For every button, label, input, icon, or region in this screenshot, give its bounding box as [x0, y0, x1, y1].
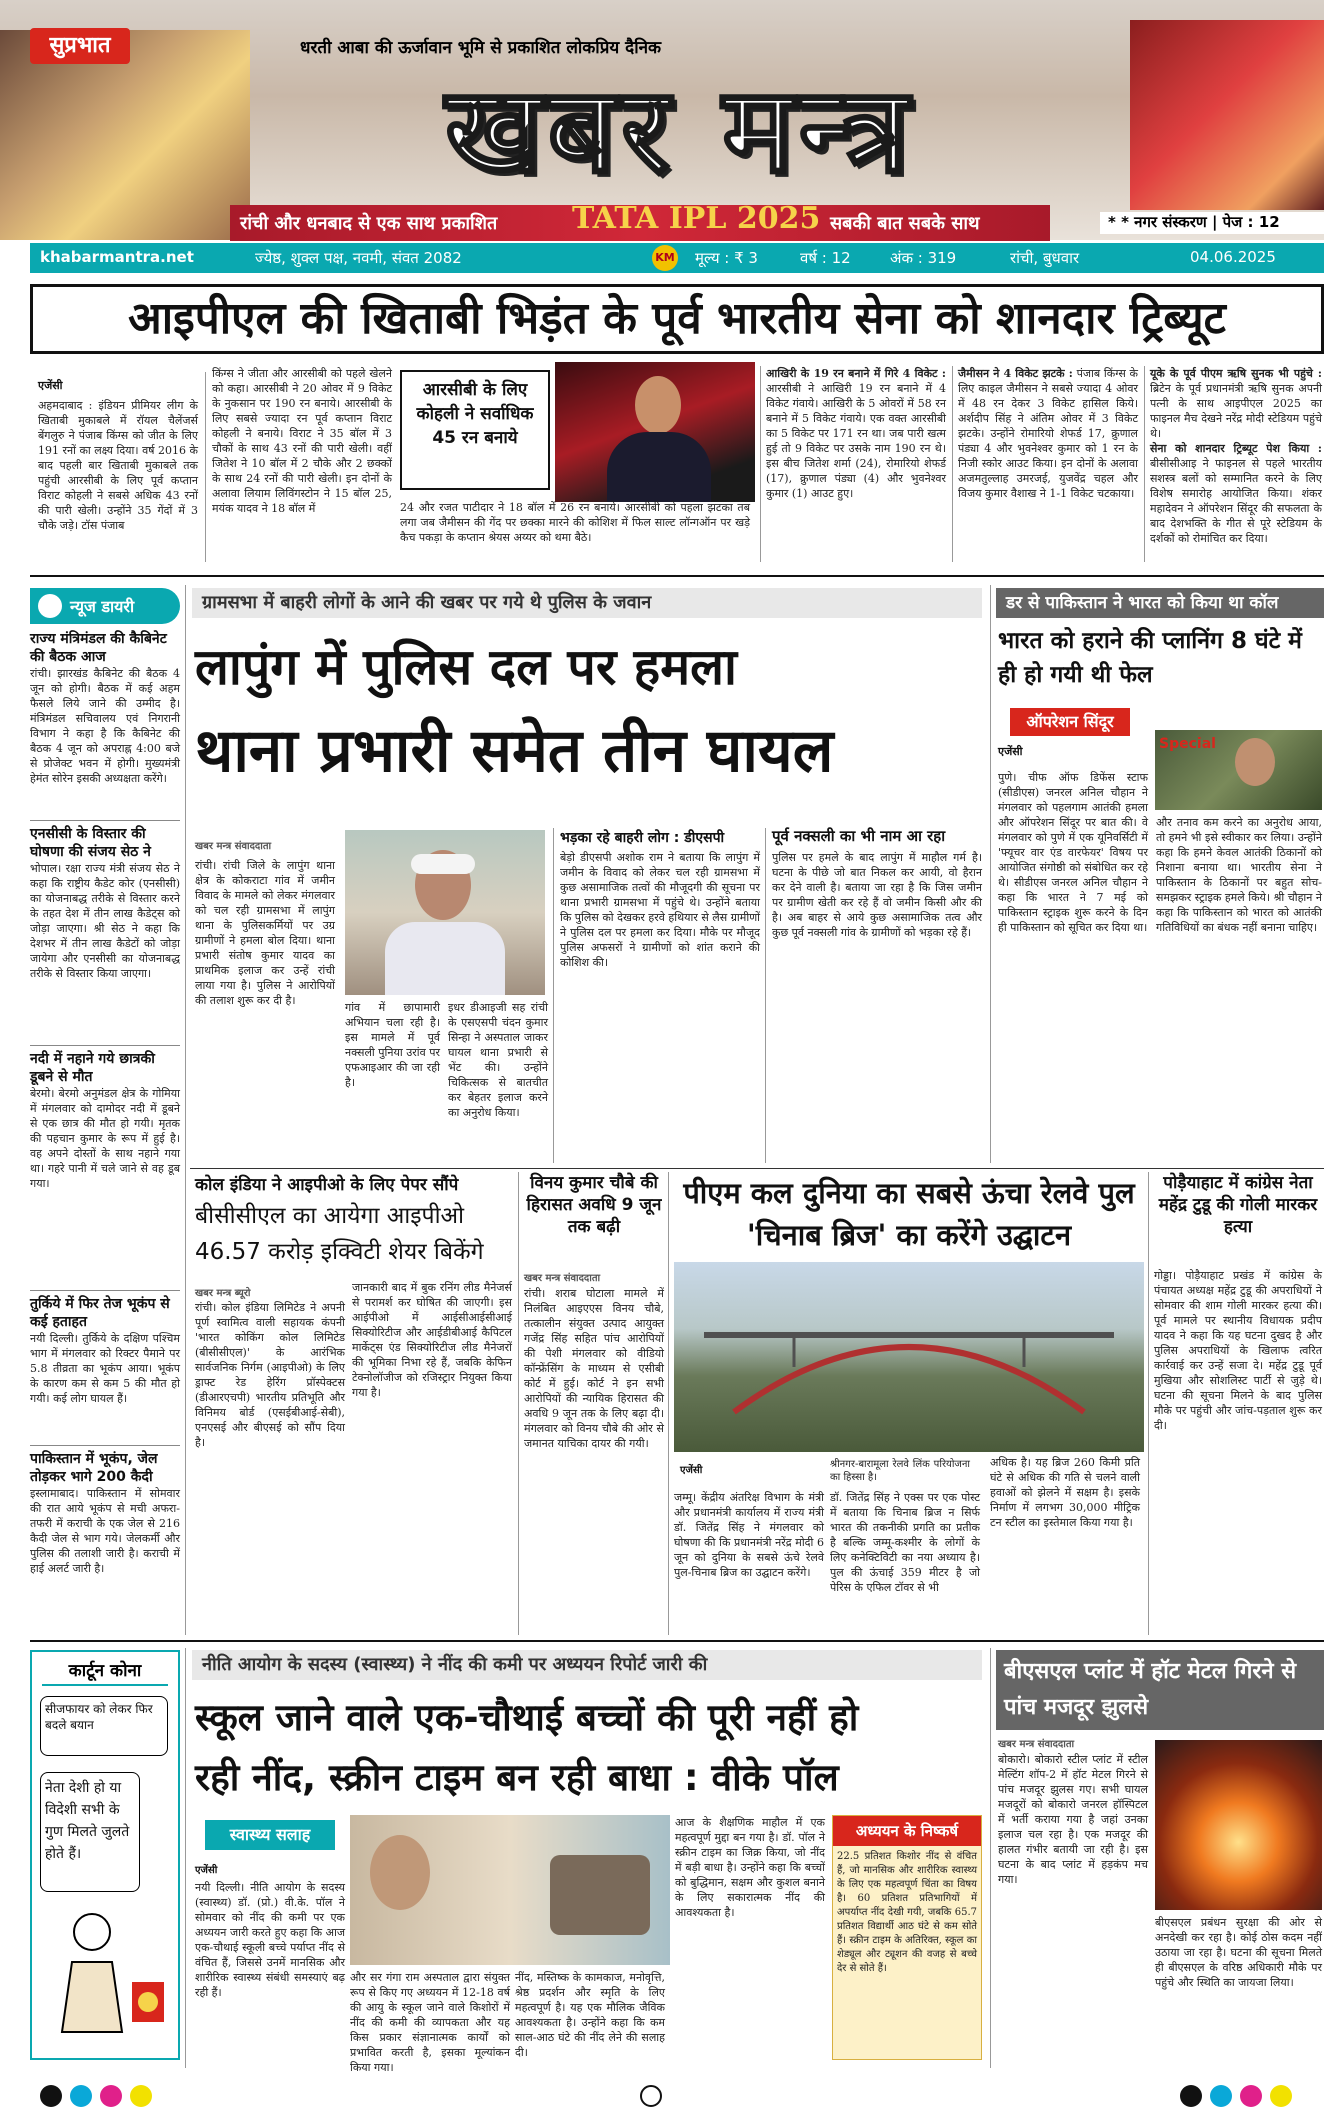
- sleep-col1: नयी दिल्ली। नीति आयोग के सदस्य (स्वास्थ्य) डॉ. (प्रो.) वी.के. पॉल ने सोमवार को नींद की कमी पर एक अध्ययन जारी करते हुए कहा कि आज एक-चौथाई स्कूली बच्चे पर्याप्त नींद से वंचित हैं, जिससे उनमें मानसिक और शारीरिक स्वास्थ्य संबंधी समस्याएं बढ़ रही हैं।: [195, 1881, 345, 1999]
- pakistan-headline: भारत को हराने की प्लानिंग 8 घंटे में ही हो गयी थी फेल: [998, 628, 1302, 688]
- podiyahat-headline: पोड़ैयाहाट में कांग्रेस नेता महेंद्र टुडू की गोली मारकर हत्या: [1158, 1173, 1318, 1237]
- lapung-col4: पुलिस पर हमले के बाद लापुंग में माहौल गर्म है। घटना के पीछे जो बात निकल कर आयी, वो हैरान कर देने वाली है। बताया जा रहा है कि जिस जमीन पर ग्रामीण खेती कर रहे हैं वो जमीन किसी और की है। अब बाहर से आये कुछ असामाजिक तत्व और कुछ पूर्व नक्सली गांव के ग्रामीणों को भड़का रहे हैं।: [772, 851, 982, 939]
- hindi-date: ज्येष्ठ, शुक्ल पक्ष, नवमी, संवत 2082: [255, 249, 462, 267]
- chenab-byline: एजेंसी: [680, 1465, 703, 1476]
- reg-mark-black: [40, 2085, 62, 2107]
- bsl-headline: बीएसएल प्लांट में हॉट मेटल गिरने से पांच मजदूर झुलसे: [996, 1650, 1324, 1730]
- issue: अंक : 319: [890, 249, 957, 267]
- lapung-headline-1: लापुंग में पुलिस दल पर हमला: [195, 638, 737, 696]
- year: वर्ष : 12: [800, 249, 851, 267]
- diary-item: पाकिस्तान में भूकंप, जेल तोड़कर भागे 200 कैदी इस्लामाबाद। पाकिस्तान में सोमवार की रात आये भूकंप से मची अफरा-तफरी में कराची के एक जेल से 216 कैदी जेल से भाग गये। जेलकर्मी और पुलिस की तलाशी जारी है। कराची में हाई अलर्ट जारी है।: [30, 1451, 180, 1575]
- date: 04.06.2025: [1190, 248, 1276, 266]
- km-logo-icon: KM: [652, 245, 678, 271]
- crosshair-icon: [640, 2085, 662, 2107]
- coal-headline: बीसीसीएल का आयेगा आइपीओ 46.57 करोड़ इक्विटी शेयर बिकेंगे: [195, 1203, 484, 1265]
- strip-left: रांची और धनबाद से एक साथ प्रकाशित: [240, 213, 498, 234]
- edition-badge: सुप्रभात: [30, 28, 130, 64]
- sleep-study-photos: [350, 1815, 670, 1965]
- vinay-byline: खबर मन्त्र संवाददाता: [524, 1273, 601, 1284]
- news-diary-header: [30, 588, 180, 624]
- lapung-sub1: भड़का रहे बाहरी लोग : डीएसपी: [560, 830, 725, 846]
- vinay-headline: विनय कुमार चौबे की हिरासत अवधि 9 जून तक बढ़ी: [526, 1173, 662, 1237]
- lapung-kicker: ग्रामसभा में बाहरी लोगों के आने की खबर पर गये थे पुलिस के जवान: [192, 588, 982, 618]
- health-advice-tag: स्वास्थ्य सलाह: [205, 1820, 335, 1850]
- chenab-col3: अधिक है। यह ब्रिज 260 किमी प्रति घंटे से अधिक की गति से चलने वाली हवाओं को झेलने में सक्षम है। इसके निर्माण में लगभग 30,000 मीट्रिक टन स्टील का इस्तेमाल किया गया है।: [990, 1456, 1140, 1529]
- lapung-byline: खबर मन्त्र संवाददाता: [195, 841, 272, 852]
- pakistan-col2: और तनाव कम करने का अनुरोध आया, तो हमने भी इसे स्वीकार कर लिया। उन्होंने कहा कि हमने केवल आतंकी ठिकानों को निशाना बनाया था। भारतीय सेना ने पाकिस्तान के ठिकानों पर बहुत सोच-समझकर स्ट्राइक हमले किये। श्री चौहान ने कहा कि पाकिस्तान को भारत को आतंकी गतिविधियों का बंधक नहीं बनाना चाहिए।: [1156, 816, 1322, 934]
- sleep-col4: आज के शैक्षणिक माहौल में एक महत्वपूर्ण मुद्दा बन गया है। डॉ. पॉल ने स्क्रीन टाइम का जिक्र किया, जो नींद में बड़ी बाधा है। उन्होंने कहा कि बच्चों को बुद्धिमान, सक्षम और कुशल बनाने के लिए सकारात्मक नींद की आवश्यकता है।: [675, 1816, 825, 1919]
- newspaper-title: खबर मन्त्र: [445, 61, 915, 199]
- sleep-byline: एजेंसी: [195, 1865, 218, 1876]
- masthead-strip: [230, 201, 1050, 241]
- ipl-col3-head: आखिरी के 19 रन बनाने में गिरे 4 विकेट :: [766, 367, 946, 380]
- reg-mark-black-2: [1180, 2085, 1202, 2107]
- diary-item: राज्य मंत्रिमंडल की कैबिनेट की बैठक आज रांची। झारखंड कैबिनेट की बैठक 4 जून को होगी। बैठक में कई अहम फैसले लिये जाने की उम्मीद है। मंत्रिमंडल सचिवालय एवं निगरानी विभाग ने कहा है कि कैबिनेट की बैठक 4 जून को अपराह्न 4:00 बजे से प्रोजेक्ट भवन में होगी। मुख्यमंत्री हेमंत सोरेन इसकी अध्यक्षता करेंगे।: [30, 631, 180, 785]
- photo-label: Special: [1159, 736, 1216, 752]
- bsl-body: बोकारो। बोकारो स्टील प्लांट में स्टील मेल्टिंग शॉप-2 में हॉट मेटल गिरने से पांच मजदूर झुलस गए। सभी घायल मजदूरों को बोकारो जनरल हॉस्पिटल में भर्ती कराया गया है जहां उनका इलाज चल रहा है। एक मजदूर की हालत गंभीर बतायी जा रही है। इस घटना के बाद प्लांट में हड़कंप मच गया।: [998, 1753, 1148, 1886]
- cds-photo: [1155, 730, 1322, 810]
- chenab-caption: श्रीनगर-बारामूला रेलवे लिंक परियोजना का हिस्सा है।: [830, 1459, 970, 1483]
- strip-right: सबकी बात सबके साथ: [830, 213, 980, 234]
- diary-item: तुर्किये में फिर तेज भूकंप से कई हताहत नयी दिल्ली। तुर्किये के दक्षिण पश्चिम भाग में मंगलवार को रिक्टर पैमाने पर 5.8 तीव्रता का भूकंप आया। भूकंप के कारण कम से कम 5 की मौत हो गयी। कई लोग घायल हैं।: [30, 1296, 180, 1405]
- reg-mark-magenta-2: [1240, 2085, 1262, 2107]
- info-bar: [30, 243, 1324, 273]
- chenab-bridge-photo: [674, 1262, 1144, 1452]
- reg-mark-cyan-2: [1210, 2085, 1232, 2107]
- lapung-col3: बेड़ो डीएसपी अशोक राम ने बताया कि लापुंग में जमीन के विवाद को लेकर चल रही ग्रामसभा में कुछ असामाजिक तत्वों की मौजूदगी की सूचना पर थाना प्रभारी ग्रामसभा में पहुंचे थे। उन्होंने बताया कि पुलिस को देखकर हरवे हथियार से लैस ग्रामीणों ने पुलिस दल पर हमला कर दिया। मौके पर मौजूद पुलिस अफसरों ने ग्रामीणों को शांत कराने की कोशिश की।: [560, 851, 760, 969]
- reg-mark-cyan: [70, 2085, 92, 2107]
- ipl-col4-head: जैमीसन ने 4 विकेट झटके :: [958, 367, 1073, 380]
- price: मूल्य : ₹ 3: [695, 249, 758, 267]
- pakistan-kicker: डर से पाकिस्तान ने भारत को किया था कॉल: [996, 588, 1324, 618]
- pakistan-col1: पुणे। चीफ ऑफ डिफेंस स्टाफ (सीडीएस) जनरल अनिल चौहान ने मंगलवार को पहलगाम आतंकी हमला और ऑपरेशन सिंदूर पर बात की। वे मंगलवार को पुणे में एक यूनिवर्सिटी में 'फ्यूचर वार एंड वारफेयर' विषय पर आयोजित संगोष्ठी को संबोधित कर रहे थे। सीडीएस जनरल अनिल चौहान ने कहा कि भारत ने 7 मई को पाकिस्तान स्ट्राइक शुरू करने के दिन ही पाकिस्तान को सूचित कर दिया था।: [998, 771, 1148, 934]
- ipl-col2: किंग्स ने जीता और आरसीबी को पहले खेलने को कहा। आरसीबी ने 20 ओवर में 9 विकेट के नुकसान पर 190 रन बनाये। आरसीबी के लिए सबसे ज्यादा रन पूर्व कप्तान विराट कोहली ने बनाये। विराट ने 35 बॉल में 3 चौकों के साथ 43 रनों की पारी खेली। वहीं जितेश ने 10 बॉल में 2 चौके और 2 छक्कों के साथ 24 रनों की पारी खेली। इन दोनों के अलावा लियाम लिविंगस्टोन ने 15 बॉल 25, मयंक यादव ने 18 बॉल में: [212, 367, 392, 515]
- coal-col2: जानकारी बाद में बुक रनिंग लीड मैनेजर्स से परामर्श कर घोषित की जाएगी। इस आईपीओ में आईसीआईसीआई सिक्योरिटीज और आईडीबीआई कैपिटल मार्केट्स एंड सिक्योरिटीज लीड मैनेजरों की भूमिका निभा रहे हैं, जबकि केफिन टेक्नोलॉजीज को रजिस्ट्रार नियुक्त किया गया है।: [352, 1281, 512, 1399]
- bsl-byline: खबर मन्त्र संवाददाता: [998, 1739, 1075, 1750]
- injured-officer-photo: [345, 830, 545, 995]
- chenab-headline: पीएम कल दुनिया का सबसे ऊंचा रेलवे पुल 'चिनाब ब्रिज' का करेंगे उद्घाटन: [683, 1176, 1135, 1252]
- sleep-col2: और सर गंगा राम अस्पताल द्वारा संयुक्त रूप से किए गए अध्ययन में 12-18 वर्ष की आयु के स्कूल जाने वाले किशोरों में नींद की कमी की व्यापकता और यह किस प्रकार संज्ञानात्मक कार्यों को प्रभावित करती है, इसका मूल्यांकन किया गया।: [350, 1971, 510, 2074]
- lapung-col2: इधर डीआइजी सह रांची के एसएसपी चंदन कुमार सिन्हा ने अस्पताल जाकर घायल थाना प्रभारी से भेंट की। उन्होंने चिकित्सक से बातचीत कर बेहतर इलाज करने का अनुरोध किया।: [448, 1001, 548, 1119]
- coal-kicker: कोल इंडिया ने आइपीओ के लिए पेपर सौंपे: [195, 1175, 459, 1195]
- players-photo: [1130, 20, 1324, 210]
- coal-byline: खबर मन्त्र ब्यूरो: [195, 1288, 251, 1299]
- lapung-headline-2: थाना प्रभारी समेत तीन घायल: [195, 716, 834, 786]
- reg-mark-magenta: [100, 2085, 122, 2107]
- cartoon-title: कार्टून कोना: [42, 1656, 168, 1686]
- diary-item: नदी में नहाने गये छात्रकी डूबने से मौत बेरमो। बेरमो अनुमंडल क्षेत्र के गोमिया में मंगलवार को दामोदर नदी में डूबने से एक छात्र की मौत हो गयी। मृतक की पहचान कुमार के रूप में हुई है। वह अपने दोस्तों के साथ नहाने गया था। गहरे पानी में चले जाने से वह डूब गया।: [30, 1051, 180, 1190]
- news-diary-title: न्यूज डायरी: [70, 597, 135, 616]
- bridge-arch-icon: [674, 1262, 1144, 1452]
- findings-box: [832, 1815, 982, 2060]
- ipl-byline: एजेंसी: [38, 379, 63, 392]
- lapung-photo-caption: गांव में छापामारी अभियान चला रही है। इस मामले में पूर्व नक्सली पुनिया उरांव पर एफआइआर की जा रही है।: [345, 1001, 440, 1089]
- sleep-headline-1: स्कूल जाने वाले एक-चौथाई बच्चों की पूरी नहीं हो: [195, 1696, 859, 1739]
- place: रांची, बुधवार: [1010, 249, 1080, 267]
- reg-mark-yellow: [130, 2085, 152, 2107]
- cartoon-bubble-1: सीजफायर को लेकर फिर बदले बयान: [40, 1696, 168, 1756]
- ipl-photo-caption: 24 और रजत पाटीदार ने 18 बॉल में 26 रन बनाये। आरसीबी को पहला झटका तब लगा जब जैमीसन की गेंद पर छक्का मारने की कोशिश में फिल साल्ट लॉन्गऑन पर खड़े कैच पकड़ा के कप्तान श्रेयस अय्यर को थमा बैठे।: [400, 501, 750, 544]
- sleep-kicker: नीति आयोग के सदस्य (स्वास्थ्य) ने नींद की कमी पर अध्ययन रिपोर्ट जारी की: [192, 1650, 982, 1680]
- masthead-tagline: धरती आबा की ऊर्जावान भूमि से प्रकाशित लोकप्रिय दैनिक: [300, 38, 662, 58]
- ipl-col3: आखिरी के 19 रन बनाने में गिरे 4 विकेट : आरसीबी ने आखिरी 19 रन बनाने में 4 विकेट गंवाये। आखिरी के 5 ओवरों में 58 रन बनाने में 5 विकेट गंवाये। एक वक्त आरसीबी का 5 विकेट पर 171 रन था। जब पारी खत्म हुई तो 9 विकेट पर उसके नाम 190 रन थे। इस बीच जितेश शर्मा (24), रोमारियो शेफर्ड (17), क्रुणाल पंड्या (4) और भुवनेश्वर कुमार (1) आउट हुए।: [766, 367, 946, 500]
- masthead: [0, 0, 1324, 240]
- chenab-col1: जम्मू। केंद्रीय अंतरिक्ष विभाग के मंत्री और प्रधानमंत्री कार्यालय में राज्य मंत्री डॉ. जितेंद्र सिंह ने मंगलवार को घोषणा की कि प्रधानमंत्री नरेंद्र मोदी 6 जून को दुनिया के सबसे ऊंचे रेलवे पुल-चिनाब ब्रिज का उद्घाटन करेंगे।: [674, 1491, 824, 1579]
- news-diary-list: [30, 630, 180, 1635]
- operation-sindoor-tag: ऑपरेशन सिंदूर: [1010, 708, 1130, 736]
- sleep-headline-2: रही नींद, स्क्रीन टाइम बन रही बाधा : वीके पॉल: [195, 1756, 839, 1799]
- ipl-col5: यूके के पूर्व पीएम ऋषि सुनक भी पहुंचे : ब्रिटेन के पूर्व प्रधानमंत्री ऋषि सुनक अपनी पत्नी के साथ आइपीएल 2025 का फाइनल मैच देखने नरेंद्र मोदी स्टेडियम पहुंचे थे। सेना को शानदार ट्रिब्यूट पेश किया : बीसीसीआइ ने फाइनल से पहले भारतीय सशस्त्र बलों को सम्मानित करने के लिए विशेष समारोह आयोजित किया। शंकर महादेवन ने ऑपरेशन सिंदूर की सफलता के बाद देशभक्ति के गीत से पूरे स्टेडियम के दर्शकों को रोमांचित कर दिया।: [1150, 367, 1322, 545]
- edition-info: * * नगर संस्करण | पेज : 12: [1100, 212, 1324, 234]
- bsl-caption: बीएसएल प्रबंधन सुरक्षा की ओर से अनदेखी कर रहा है। कोई ठोस कदम नहीं उठाया जा रहा है। घटना की सूचना मिलते ही बीएसएल के वरिष्ठ अधिकारी मौके पर पहुंचे और स्थिति का जायजा लिया।: [1155, 1916, 1322, 1989]
- ipl-col4: जैमीसन ने 4 विकेट झटके : पंजाब किंग्स के लिए काइल जैमीसन ने सबसे ज्यादा 4 ओवर में 48 रन देकर 3 विकेट हासिल किये। अर्शदीप सिंह ने अंतिम ओवर में 3 विकेट झटके। उन्होंने रोमारियो शेफर्ड 17, क्रुणाल पंड्या 4 और भुवनेश्वर कुमार को 1 रन के निजी स्कोर आउट किया। इन दोनों के अलावा अजमतुल्लाह उमरजई, युजवेंद्र चहल और विजय कुमार वैशाख ने 1-1 विकेट चटकाया।: [958, 367, 1138, 500]
- coal-col1: रांची। कोल इंडिया लिमिटेड ने अपनी पूर्ण स्वामित्व वाली सहायक कंपनी 'भारत कोकिंग कोल लिमिटेड (बीसीसीएल)' के आरंभिक सार्वजनिक निर्गम (आइपीओ) के लिए ड्राफ्ट रेड हेरिंग प्रॉस्पेक्टस (डीआरएचपी) भारतीय प्रतिभूति और विनिमय बोर्ड (एसईबीआई-सेबी), एनएसई और बीएसई को सौंप दिया है।: [195, 1301, 345, 1449]
- diary-item: एनसीसी के विस्तार की घोषणा की संजय सेठ ने भोपाल। रक्षा राज्य मंत्री संजय सेठ ने कहा कि राष्ट्रीय कैडेट कोर (एनसीसी) का योजनाबद्ध तरीके से विस्तार करने के तहत देश में तीन लाख कैडेट्स को जोड़ा जाएगा। श्री सेठ ने कहा कि देशभर में तीन लाख कैडेटों को जोड़ा जायेगा और एनसीसी का योजनाबद्ध तरीके से विस्तार किया जाएगा।: [30, 826, 180, 980]
- vinay-body: रांची। शराब घोटाला मामले में निलंबित आइएएस विनय चौबे, तत्कालीन संयुक्त उत्पाद आयुक्त गजेंद्र सिंह सहित पांच आरोपियों की पेशी मंगलवार को वीडियो कॉन्फ्रेंसिंग के माध्यम से एसीबी कोर्ट में हुई। कोर्ट ने इन सभी आरोपियों की न्यायिक हिरासत की अवधि 9 जून तक के लिए बढ़ा दी। मंगलवार को विनय चौबे की ओर से जमानत याचिका दायर की गयी।: [524, 1287, 664, 1450]
- pakistan-byline: एजेंसी: [998, 745, 1023, 758]
- website[interactable]: khabarmantra.net: [40, 248, 194, 266]
- reg-mark-yellow-2: [1270, 2085, 1292, 2107]
- lapung-col1: रांची। रांची जिले के लापुंग थाना क्षेत्र के कोकराटा गांव में जमीन विवाद के मामले को लेकर मंगलवार को चल रही ग्रामसभा में लापुंग थाना के पुलिसकर्मियों पर उग्र ग्रामीणों ने हमला बोल दिया। थाना प्रभारी संतोष कुमार यादव का प्राथमिक इलाज कर उन्हें रांची लाया गया है। पुलिस ने आरोपियों की तलाश शुरू कर दी है।: [195, 859, 335, 1007]
- strip-ipl-logo: TATA IPL 2025: [572, 201, 821, 236]
- kohli-highlight-box: आरसीबी के लिए कोहली ने सर्वाधिक 45 रन बनाये: [400, 370, 550, 490]
- cartoon-bubble-2: नेता देशी हो या विदेशी सभी के गुण मिलते जुलते होते हैं।: [40, 1772, 140, 1892]
- findings-title: अध्ययन के निष्कर्ष: [833, 1816, 981, 1846]
- lapung-sub2: पूर्व नक्सली का भी नाम आ रहा: [772, 827, 946, 845]
- chenab-col2: डॉ. जितेंद्र सिंह ने एक्स पर एक पोस्ट में बताया कि चिनाब ब्रिज न सिर्फ भारत की तकनीकी प्रगति का प्रतीक है बल्कि जम्मू-कश्मीर के लोगों के लिए कनेक्टिविटी का नया अध्याय है। पुल की ऊंचाई 359 मीटर है जो पेरिस के एफिल टॉवर से भी: [830, 1491, 980, 1594]
- cartoon-figures-icon: [32, 1902, 178, 2057]
- sleep-col3: नींद, मस्तिष्क के कामकाज, मनोवृत्ति, श्रेष्ठ प्रदर्शन और स्मृति के लिए महत्वपूर्ण है। यह एक मौलिक जैविक आवश्यकता है। उन्होंने कहा कि कम साल-आठ घंटे की नींद लेने की सलाह दी।: [515, 1971, 665, 2059]
- kohli-photo: [555, 362, 755, 502]
- podiyahat-body: गोड्डा। पोड़ैयाहाट प्रखंड में कांग्रेस के पंचायत अध्यक्ष महेंद्र टुडू की अपराधियों ने सोमवार की शाम गोली मारकर हत्या की। पूर्व मामले पर स्थानीय विधायक प्रदीप यादव ने कहा कि यह घटना दुखद है और पुलिस अपराधियों के खिलाफ त्वरित कार्रवाई कर उन्हें सजा दे। महेंद्र टुडू पूर्व मुखिया और सोशलिस्ट पार्टी से जुड़े थे। घटना की सूचना मिलने के बाद पुलिस मौके पर पहुंची और जांच-पड़ताल शुरू कर दी।: [1154, 1269, 1322, 1432]
- cartoon-box: [30, 1650, 180, 2060]
- findings-body: 22.5 प्रतिशत किशोर नींद से वंचित हैं, जो मानसिक और शारीरिक स्वास्थ्य के लिए एक महत्वपूर्ण चिंता का विषय है। 60 प्रतिशत प्रतिभागियों में अपर्याप्त नींद देखी गयी, जबकि 65.7 प्रतिशत विद्यार्थी आठ घंटे से कम सोते हैं। स्क्रीन टाइम के अतिरिक्त, स्कूल का शेड्यूल और ट्यूशन की वजह से बच्चे देर से सोते हैं।: [837, 1851, 977, 1974]
- bsl-furnace-photo: [1155, 1740, 1322, 1910]
- ipl-col1: अहमदाबाद : इंडियन प्रीमियर लीग के खिताबी मुकाबले में रॉयल चैलेंजर्स बेंगलुरु ने पंजाब किंग्स को जीत के लिए 191 रनों का लक्ष्य दिया। वर्ष 2016 के बाद पहली बार खिताबी मुकाबले तक पहुंची आरसीबी के लिए पूर्व कप्तान विराट कोहली ने सबसे अधिक 43 रनों की पारी खेली। उन्होंने 35 गेंदों में 3 चौके जड़े। टॉस पंजाब: [38, 399, 198, 532]
- banner-headline: आइपीएल की खिताबी भिड़ंत के पूर्व भारतीय सेना को शानदार ट्रिब्यूट: [30, 284, 1324, 354]
